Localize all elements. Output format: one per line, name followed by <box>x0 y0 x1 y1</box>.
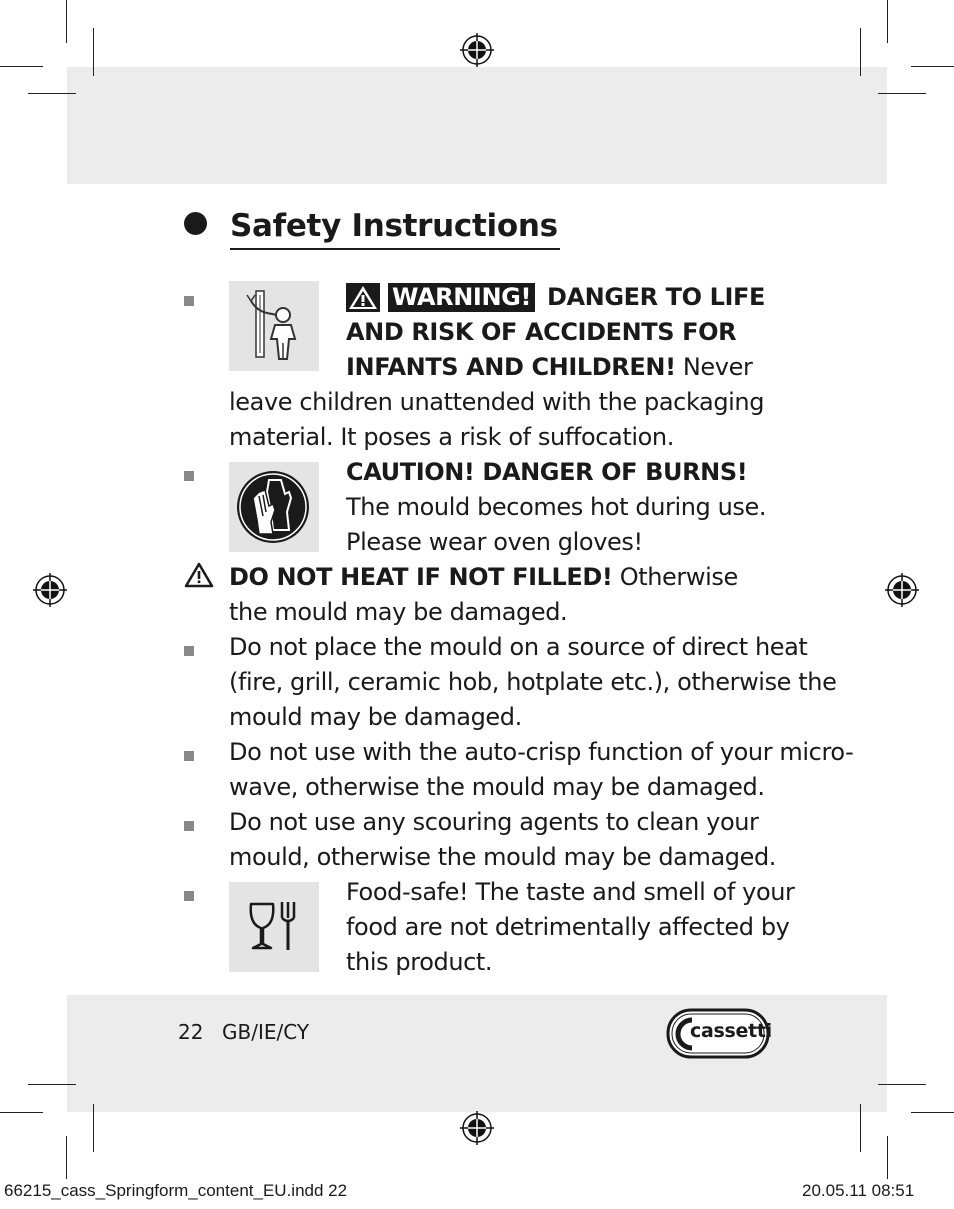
registration-mark-icon <box>460 1111 494 1145</box>
warning-text-line: leave children unattended with the packaging <box>229 388 765 416</box>
crop-mark <box>878 1084 926 1085</box>
page-title: Safety Instructions <box>230 204 560 250</box>
caution-text-line: Please wear oven gloves! <box>346 528 643 556</box>
warning-heading-line: INFANTS AND CHILDREN! Never <box>346 353 753 381</box>
crop-mark <box>887 0 888 43</box>
registration-mark-icon <box>885 573 919 607</box>
crop-mark <box>28 93 76 94</box>
child-safety-icon <box>229 281 319 371</box>
crop-mark <box>66 0 67 43</box>
bullet-text-line: Do not place the mould on a source of direct heat <box>229 633 808 661</box>
warning-text-line: material. It poses a risk of suffocation. <box>229 423 674 451</box>
warning-heading: DANGER TO LIFE <box>546 283 766 311</box>
warning-heading-line <box>346 280 765 315</box>
crop-mark <box>860 28 861 76</box>
bullet-text-line: Do not use with the auto-crisp function of your micro- <box>229 738 854 766</box>
bullet-text-line: Do not use any scouring agents to clean your <box>229 808 759 836</box>
bullet-square <box>184 821 194 831</box>
registration-mark-icon <box>460 33 494 67</box>
crop-mark <box>66 1136 67 1179</box>
oven-gloves-icon <box>229 462 319 552</box>
warning-triangle-icon <box>346 283 380 312</box>
locale-label: GB/IE/CY <box>222 1020 310 1044</box>
registration-mark-icon <box>33 573 67 607</box>
brand-name: cassetti <box>690 1020 772 1042</box>
page-number: 22 <box>178 1020 204 1044</box>
bullet-text-line: this product. <box>346 948 493 976</box>
crop-mark <box>878 93 926 94</box>
bullet-text-line: food are not detrimentally affected by <box>346 913 790 941</box>
bullet-text-line: Food-safe! The taste and smell of your <box>346 878 795 906</box>
crop-mark <box>911 1112 954 1113</box>
crop-mark <box>887 1136 888 1179</box>
heat-warning-line: DO NOT HEAT IF NOT FILLED! Otherwise <box>229 563 738 591</box>
heat-warning-line: the mould may be damaged. <box>229 598 568 626</box>
warning-tag: WARNING! <box>388 283 535 312</box>
cassetti-logo <box>666 1008 770 1059</box>
warning-heading-line: AND RISK OF ACCIDENTS FOR <box>346 318 737 346</box>
bullet-text-line: mould, otherwise the mould may be damaged. <box>229 843 777 871</box>
title-bullet <box>184 212 207 235</box>
crop-mark <box>0 66 43 67</box>
bullet-square <box>184 751 194 761</box>
crop-mark <box>860 1104 861 1152</box>
bullet-text-line: mould may be damaged. <box>229 703 522 731</box>
bullet-square <box>184 646 194 656</box>
crop-mark <box>0 1112 43 1113</box>
warning-triangle-icon <box>184 562 214 588</box>
caution-heading: CAUTION! DANGER OF BURNS! <box>346 458 748 486</box>
crop-mark <box>28 1084 76 1085</box>
crop-mark <box>93 1104 94 1152</box>
bullet-square <box>184 471 194 481</box>
crop-mark <box>93 28 94 76</box>
caution-text-line: The mould becomes hot during use. <box>346 493 767 521</box>
bullet-text-line: (fire, grill, ceramic hob, hotplate etc.), otherwise the <box>229 668 837 696</box>
slug-filename: 66215_cass_Springform_content_EU.indd 22 <box>4 1181 348 1200</box>
bullet-square <box>184 891 194 901</box>
bullet-text-line: wave, otherwise the mould may be damaged. <box>229 773 765 801</box>
food-safe-icon <box>229 882 319 972</box>
top-band <box>67 67 887 184</box>
bullet-square <box>184 296 194 306</box>
slug-datetime: 20.05.11 08:51 <box>802 1181 915 1200</box>
crop-mark <box>911 66 954 67</box>
